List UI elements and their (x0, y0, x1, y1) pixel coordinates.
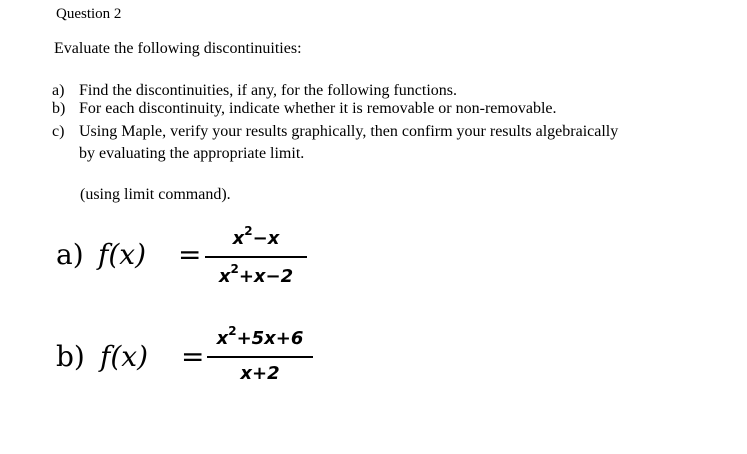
fraction-denominator (203, 264, 309, 287)
denominator-rest: +2 (252, 363, 280, 384)
fraction-denominator (204, 363, 316, 384)
denominator-rest: +x−2 (238, 266, 294, 287)
list-marker: a) (52, 82, 65, 99)
numerator-rest: +5x+6 (236, 328, 304, 349)
fraction-bar (207, 356, 313, 358)
list-marker: b) (52, 100, 66, 117)
numerator-rest: −x (252, 228, 280, 249)
fraction-bar (205, 256, 307, 258)
note-text: (using limit command). (80, 186, 231, 203)
fraction-numerator (204, 326, 316, 349)
prompt-text: Evaluate the following discontinuities: (54, 40, 302, 57)
numerator-variable: x (232, 228, 245, 249)
fraction-numerator (203, 226, 309, 249)
numerator-exponent: 2 (244, 224, 253, 238)
denominator-variable: x (240, 363, 252, 384)
denominator-variable: x (218, 266, 231, 287)
question-title: Question 2 (56, 6, 122, 22)
function-notation: f(x) (100, 340, 149, 373)
equals-sign: = (181, 340, 205, 373)
list-item-text: Find the discontinuities, if any, for the following functions. (79, 82, 458, 99)
equals-sign: = (178, 238, 202, 271)
denominator-exponent: 2 (230, 262, 239, 276)
list-item-text: For each discontinuity, indicate whether it is removable or non-removable. (79, 100, 557, 117)
function-notation: f(x) (98, 238, 147, 271)
numerator-variable: x (216, 328, 229, 349)
list-item-text: Using Maple, verify your results graphically, then confirm your results algebraically (79, 123, 619, 140)
equation-label: b) (56, 340, 85, 373)
numerator-exponent: 2 (228, 324, 237, 338)
list-marker: c) (52, 123, 65, 140)
list-item-continuation: by evaluating the appropriate limit. (79, 145, 305, 162)
equation-label: a) (56, 238, 84, 271)
